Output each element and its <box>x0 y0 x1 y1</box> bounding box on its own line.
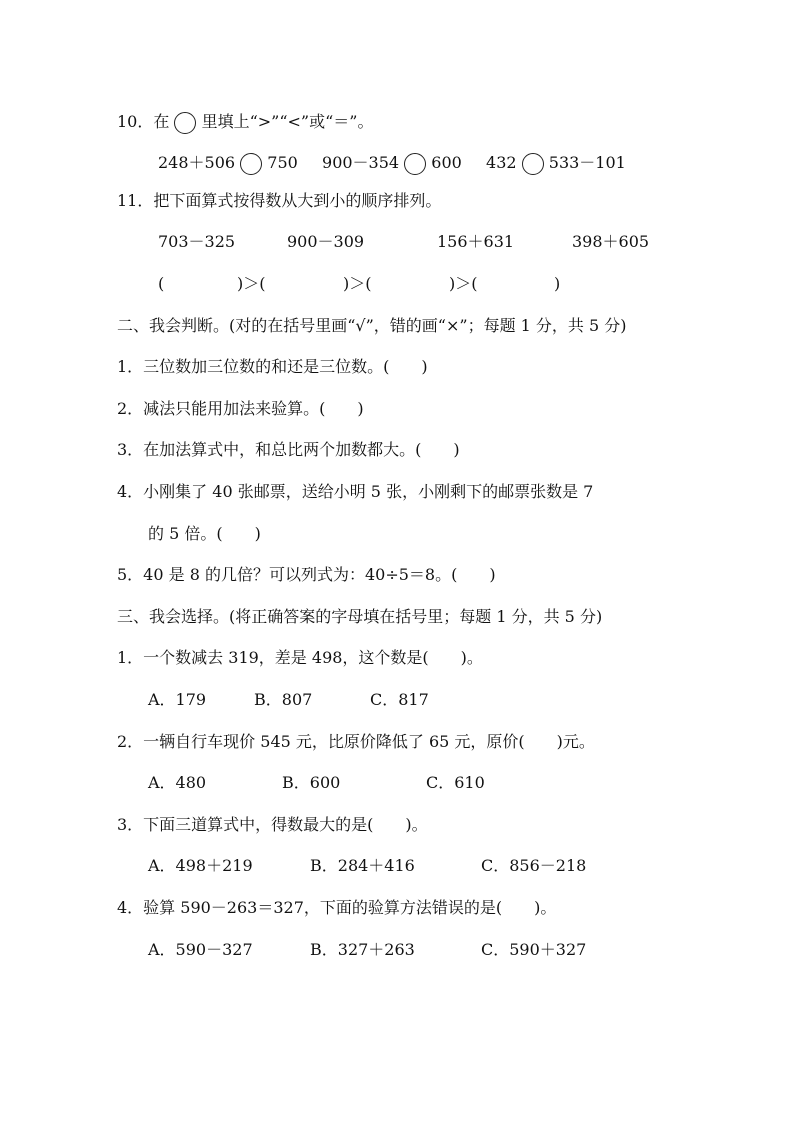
option-c: C．817 <box>370 690 429 709</box>
section2-item: 3．在加法算式中，和总比两个加数都大。( ) <box>117 440 460 459</box>
section3-title: 三、我会选择。(将正确答案的字母填在括号里；每题 1 分，共 5 分) <box>117 607 603 626</box>
section2-title: 二、我会判断。(对的在括号里画“√”，错的画“×”；每题 1 分，共 5 分) <box>117 316 627 335</box>
section2-item-continuation: 的 5 倍。( ) <box>148 524 261 543</box>
q11-blank-separator: )＞( <box>449 274 478 293</box>
option-a: A．179 <box>148 690 207 709</box>
q11-blank-end: ) <box>554 274 561 293</box>
comparison-circle-icon <box>174 112 196 134</box>
q10-suffix: 里填上“>”“<”或“＝”。 <box>201 112 374 131</box>
answer-circle[interactable] <box>404 153 426 175</box>
option-b: B．284＋416 <box>310 856 415 875</box>
option-c: C．590＋327 <box>481 940 587 959</box>
section3-question: 3．下面三道算式中，得数最大的是( )。 <box>117 815 428 834</box>
q11-expr: 703－325 <box>158 232 236 251</box>
q11-expr: 398＋605 <box>572 232 650 251</box>
option-b: B．807 <box>254 690 313 709</box>
option-c: C．856－218 <box>481 856 587 875</box>
q10-item-right: 600 <box>431 153 462 172</box>
option-a: A．480 <box>148 773 207 792</box>
section3-question: 1．一个数减去 319，差是 498，这个数是( )。 <box>117 648 483 667</box>
option-b: B．600 <box>282 773 341 792</box>
section3-question: 4．验算 590－263＝327，下面的验算方法错误的是( )。 <box>117 898 557 917</box>
q10-item-left: 432 <box>486 153 517 172</box>
section2-item: 5．40 是 8 的几倍？可以列式为：40÷5＝8。( ) <box>117 565 496 584</box>
q11-expr: 156＋631 <box>437 232 515 251</box>
q10-item-right: 533－101 <box>548 153 626 172</box>
q11-blank-separator: )＞( <box>237 274 266 293</box>
option-a: A．498＋219 <box>148 856 253 875</box>
option-c: C．610 <box>426 773 485 792</box>
answer-circle[interactable] <box>522 153 544 175</box>
q10-prefix: 10．在 <box>117 112 170 131</box>
section2-item: 4．小刚集了 40 张邮票，送给小明 5 张，小刚剩下的邮票张数是 7 <box>117 482 594 501</box>
q11-blank-separator: )＞( <box>343 274 372 293</box>
q10-items-row <box>158 152 626 175</box>
option-b: B．327＋263 <box>310 940 415 959</box>
q11-expr: 900－309 <box>287 232 365 251</box>
section2-item: 2．减法只能用加法来验算。( ) <box>117 399 364 418</box>
q11-instruction: 11．把下面算式按得数从大到小的顺序排列。 <box>117 191 442 210</box>
q10-item-left: 248＋506 <box>158 153 236 172</box>
section3-question: 2．一辆自行车现价 545 元，比原价降低了 65 元，原价( )元。 <box>117 732 595 751</box>
q10-instruction <box>117 111 373 134</box>
q10-item-right: 750 <box>267 153 298 172</box>
q11-blank-open: ( <box>158 274 165 293</box>
q10-item-left: 900－354 <box>322 153 400 172</box>
answer-circle[interactable] <box>240 153 262 175</box>
option-a: A．590－327 <box>148 940 253 959</box>
section2-item: 1．三位数加三位数的和还是三位数。( ) <box>117 357 428 376</box>
